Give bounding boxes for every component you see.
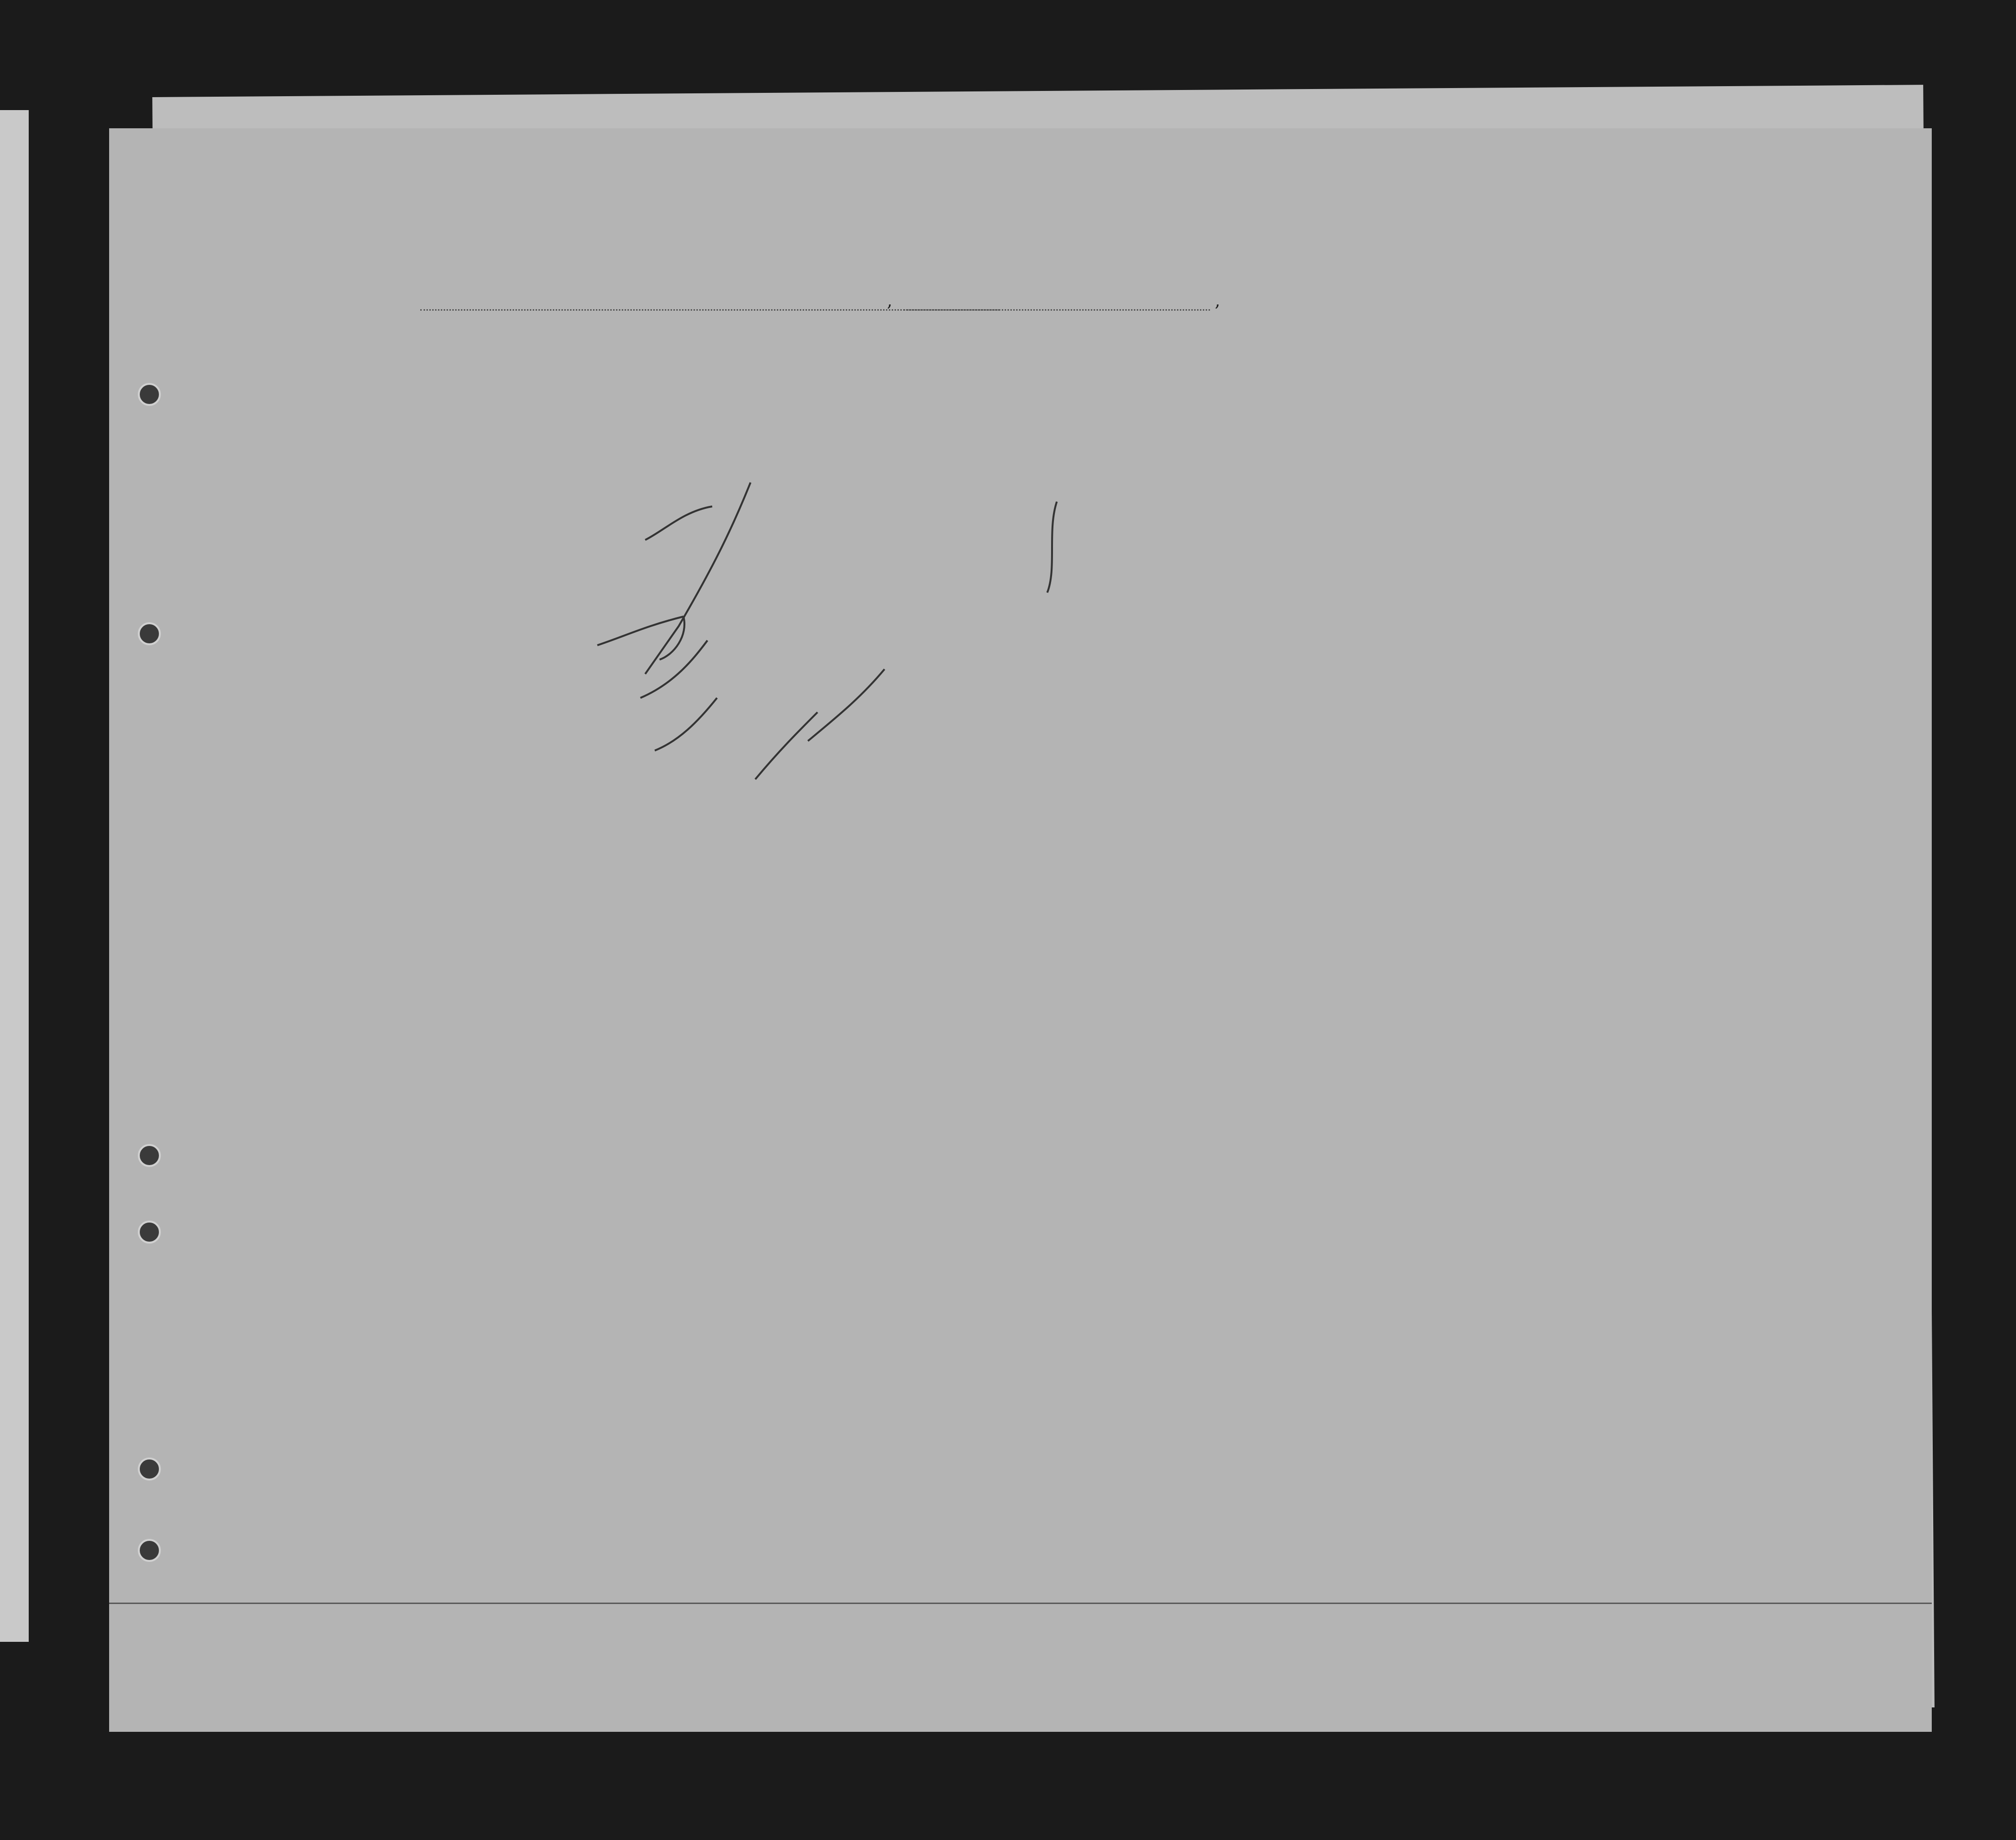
header-inches: [1649, 459, 1660, 497]
binder-hole: [138, 622, 161, 645]
comma-1: ,: [887, 291, 893, 311]
binder-hole: [138, 1539, 161, 1562]
header-prison: [1295, 367, 1314, 503]
handwritten-bracket-canada: [588, 607, 712, 664]
header-purpose-a: [1144, 376, 1169, 503]
header-deported: [1472, 367, 1491, 503]
header-polygamist: [1329, 367, 1343, 503]
manifest-sheet: [109, 128, 1932, 1732]
header-overthrow: [1388, 367, 1407, 503]
binder-hole: [138, 1144, 161, 1167]
binder-hole: [138, 383, 161, 406]
header-feet: [1628, 463, 1639, 497]
adjacent-page-edge: [0, 110, 29, 1642]
footer-rule: [109, 1603, 1932, 1604]
header-offer: [1428, 367, 1447, 503]
header-purpose-b: [1186, 376, 1205, 503]
comma-2: ,: [1215, 291, 1221, 311]
binder-hole: [138, 1221, 161, 1244]
binder-hole: [138, 1458, 161, 1481]
header-purpose-c: [1262, 376, 1281, 503]
header-anarchist: [1358, 367, 1373, 503]
date-dotted-line: [904, 309, 1210, 311]
